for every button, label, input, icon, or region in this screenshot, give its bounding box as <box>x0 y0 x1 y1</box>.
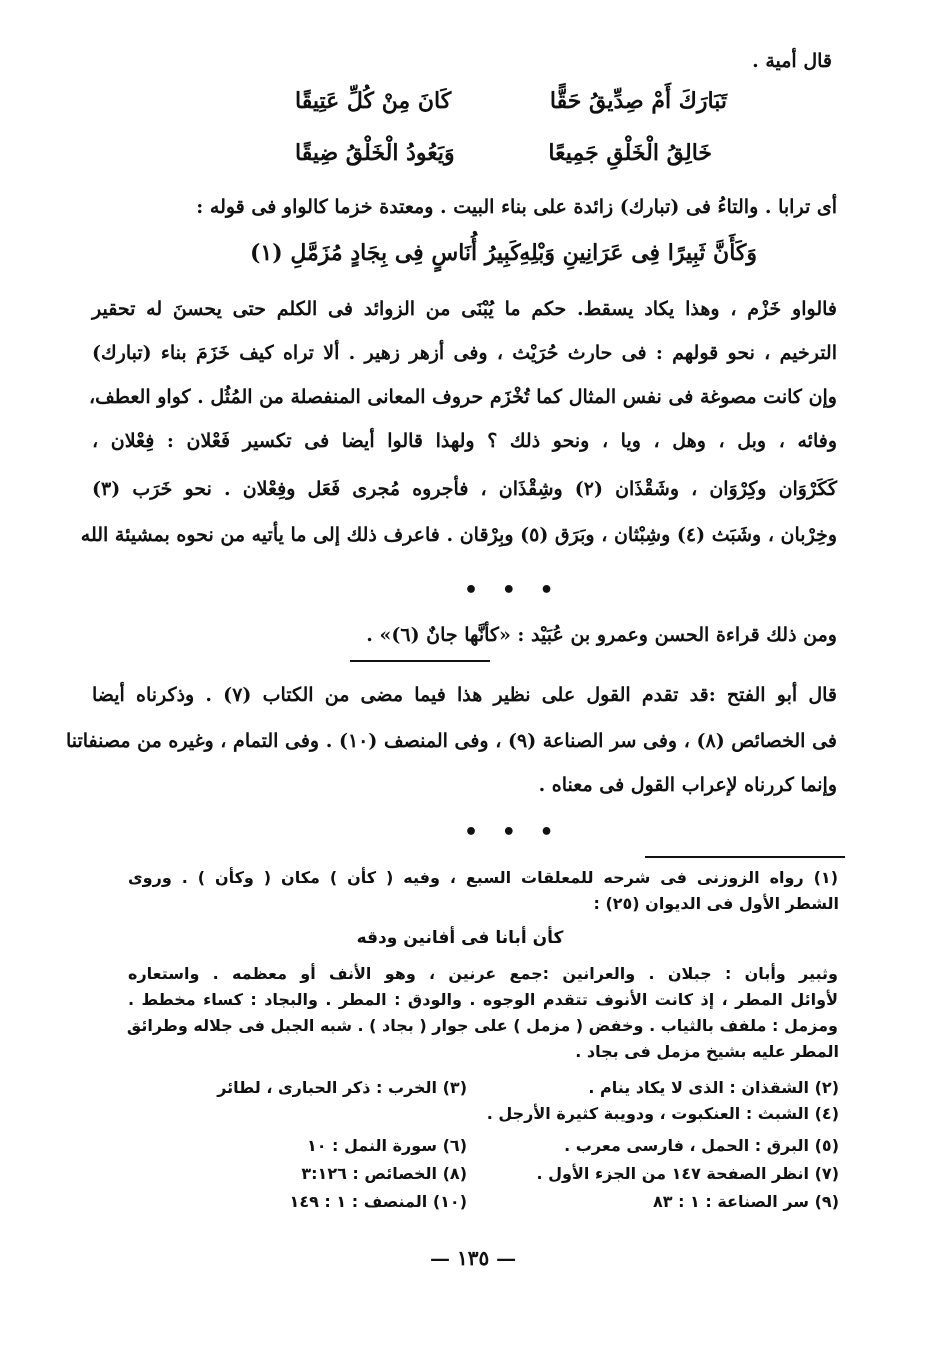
section-separator: • • • <box>464 820 562 845</box>
para2-line: الترخيم ، نحو قولهم : فى حارث حُرَيْث ، وفى أزهر زهير . ألا تراه كيف خَزَمَ بناء (تبارك) <box>92 342 837 364</box>
para2-line: وفائه ، وبل ، وهل ، ويا ، ونحو ذلك ؟ ولهذا قالوا أيضا فى تكسير فَعْلان : فِعْلان ، <box>92 430 837 452</box>
footnote-1-line: الشطر الأول فى الديوان (٢٥) : <box>593 894 839 913</box>
footnote-1-line: المطر عليه بشيخ مزمل فى بجاد . <box>575 1042 839 1061</box>
para4-line: فى الخصائص (٨) ، وفى سر الصناعة (٩) ، وفى المنصف (١٠) . وفى التمام ، وغيره من مصنفاتنا <box>65 730 837 752</box>
footnote-1-line: لأوائل المطر ، إذ كانت الأنوف تتقدم الوجوه . والودق : المطر . والبجاد : كساء مخطط . <box>128 990 838 1009</box>
para2-line: كَكَرْوَان وكِرْوَان ، وشَقْذَان (٢) وشِقْذَان ، فأجروه مُجرى فَعَل وفِعْلان . نحو خَرَب (٣) <box>92 478 837 500</box>
section-separator: • • • <box>464 578 562 603</box>
para3-line: ومن ذلك قراءة الحسن وعمرو بن عُبَيْد : «كأنَّها جانٌ (٦)» . <box>366 624 837 646</box>
footnote-6: (٦) سورة النمل : ١٠ <box>306 1136 467 1155</box>
short-underline <box>350 660 490 662</box>
verse1-line2-right: خَالِقُ الْخَلْقِ جَمِيعًا <box>548 140 712 166</box>
para4-line: قال أبو الفتح :قد تقدم القول على نظير هذا فيما مضى من الكتاب (٧) . وذكرناه أيضا <box>92 684 837 706</box>
footnote-rule <box>645 856 845 858</box>
verse2-right: وَكَأَنَّ ثَبِيرًا فِى عَرَانِينِ وَبْلِهِ <box>519 240 757 266</box>
footnote-3: (٣) الخرب : ذكر الحبارى ، لطائر <box>217 1078 467 1097</box>
footnote-1-line: ومزمل : ملفف بالثياب . وخفض ( مزمل ) على جوار ( بجاد ) . شبه الجبل فى جلاله وطرائق <box>126 1016 838 1035</box>
footnote-8: (٨) الخصائص : ٣:١٢٦ <box>301 1164 467 1183</box>
verse2-left: كَبِيرُ أُنَاسٍ فِى بِجَادٍ مُزَمَّلِ (١) <box>250 240 521 266</box>
para2-line: وخِرْبان ، وشَبَث (٤) وشِبْثان ، وبَرَق (٥) وبِرْقان . فاعرف ذلك إلى ما يأتيه من نحوه بمشيئة الله <box>80 524 837 546</box>
verse1-line1-left: كَانَ مِنْ كُلِّ عَتِيقًا <box>295 88 452 114</box>
footnote-1-line: (١) رواه الزوزنى فى شرحه للمعلقات السبع ، وفيه ( كأن ) مكان ( وكأن ) . وروى <box>128 868 838 887</box>
footnote-9: (٩) سر الصناعة : ١ : ٨٣ <box>652 1192 839 1211</box>
footnote-10: (١٠) المنصف : ١ : ١٤٩ <box>289 1192 467 1211</box>
footnote-1-line: وثبير وأبان : جبلان . والعرانين :جمع عرنين ، وهو الأنف أو معظمه . واستعاره <box>128 964 838 983</box>
footnote-4: (٤) الشبث : العنكبوت ، ودويبة كثيرة الأرجل . <box>486 1104 839 1123</box>
verse1-line1-right: تَبَارَكَ أَمْ صِدِّيقُ حَقًّا <box>549 88 727 114</box>
footnote-5: (٥) البرق : الحمل ، فارسى معرب . <box>564 1136 839 1155</box>
footnote-2: (٢) الشقذان : الذى لا يكاد ينام . <box>588 1078 839 1097</box>
para2-line: وإن كانت مصوغة فى نفس المثال كما تُخْزَم حروف المعانى المنفصلة من المُثُل . كواو العطف، <box>89 386 837 408</box>
para4-line: وإنما كررناه لإعراب القول فى معناه . <box>538 774 837 796</box>
verse1-line2-left: وَيَعُودُ الْخَلْقُ ضِيقًا <box>295 140 455 166</box>
footnote-7: (٧) انظر الصفحة ١٤٧ من الجزء الأول . <box>536 1164 839 1183</box>
footnote-1-verse: كأن أبانا فى أفانين ودقه <box>356 928 564 948</box>
para2-line: فالواو خَزْم ، وهذا يكاد يسقط. حكم ما يُبْنَى من الزوائد فى الكلم حتى يحسنَ له تحقير <box>92 298 837 320</box>
intro-line: قال أمية . <box>752 50 832 72</box>
para1-line: أى ترابا . والتاءُ فى (تبارك) زائدة على بناء البيت . ومعتدة خزما كالواو فى قوله : <box>196 196 837 218</box>
page-number: — ١٣٥ — <box>430 1246 517 1270</box>
